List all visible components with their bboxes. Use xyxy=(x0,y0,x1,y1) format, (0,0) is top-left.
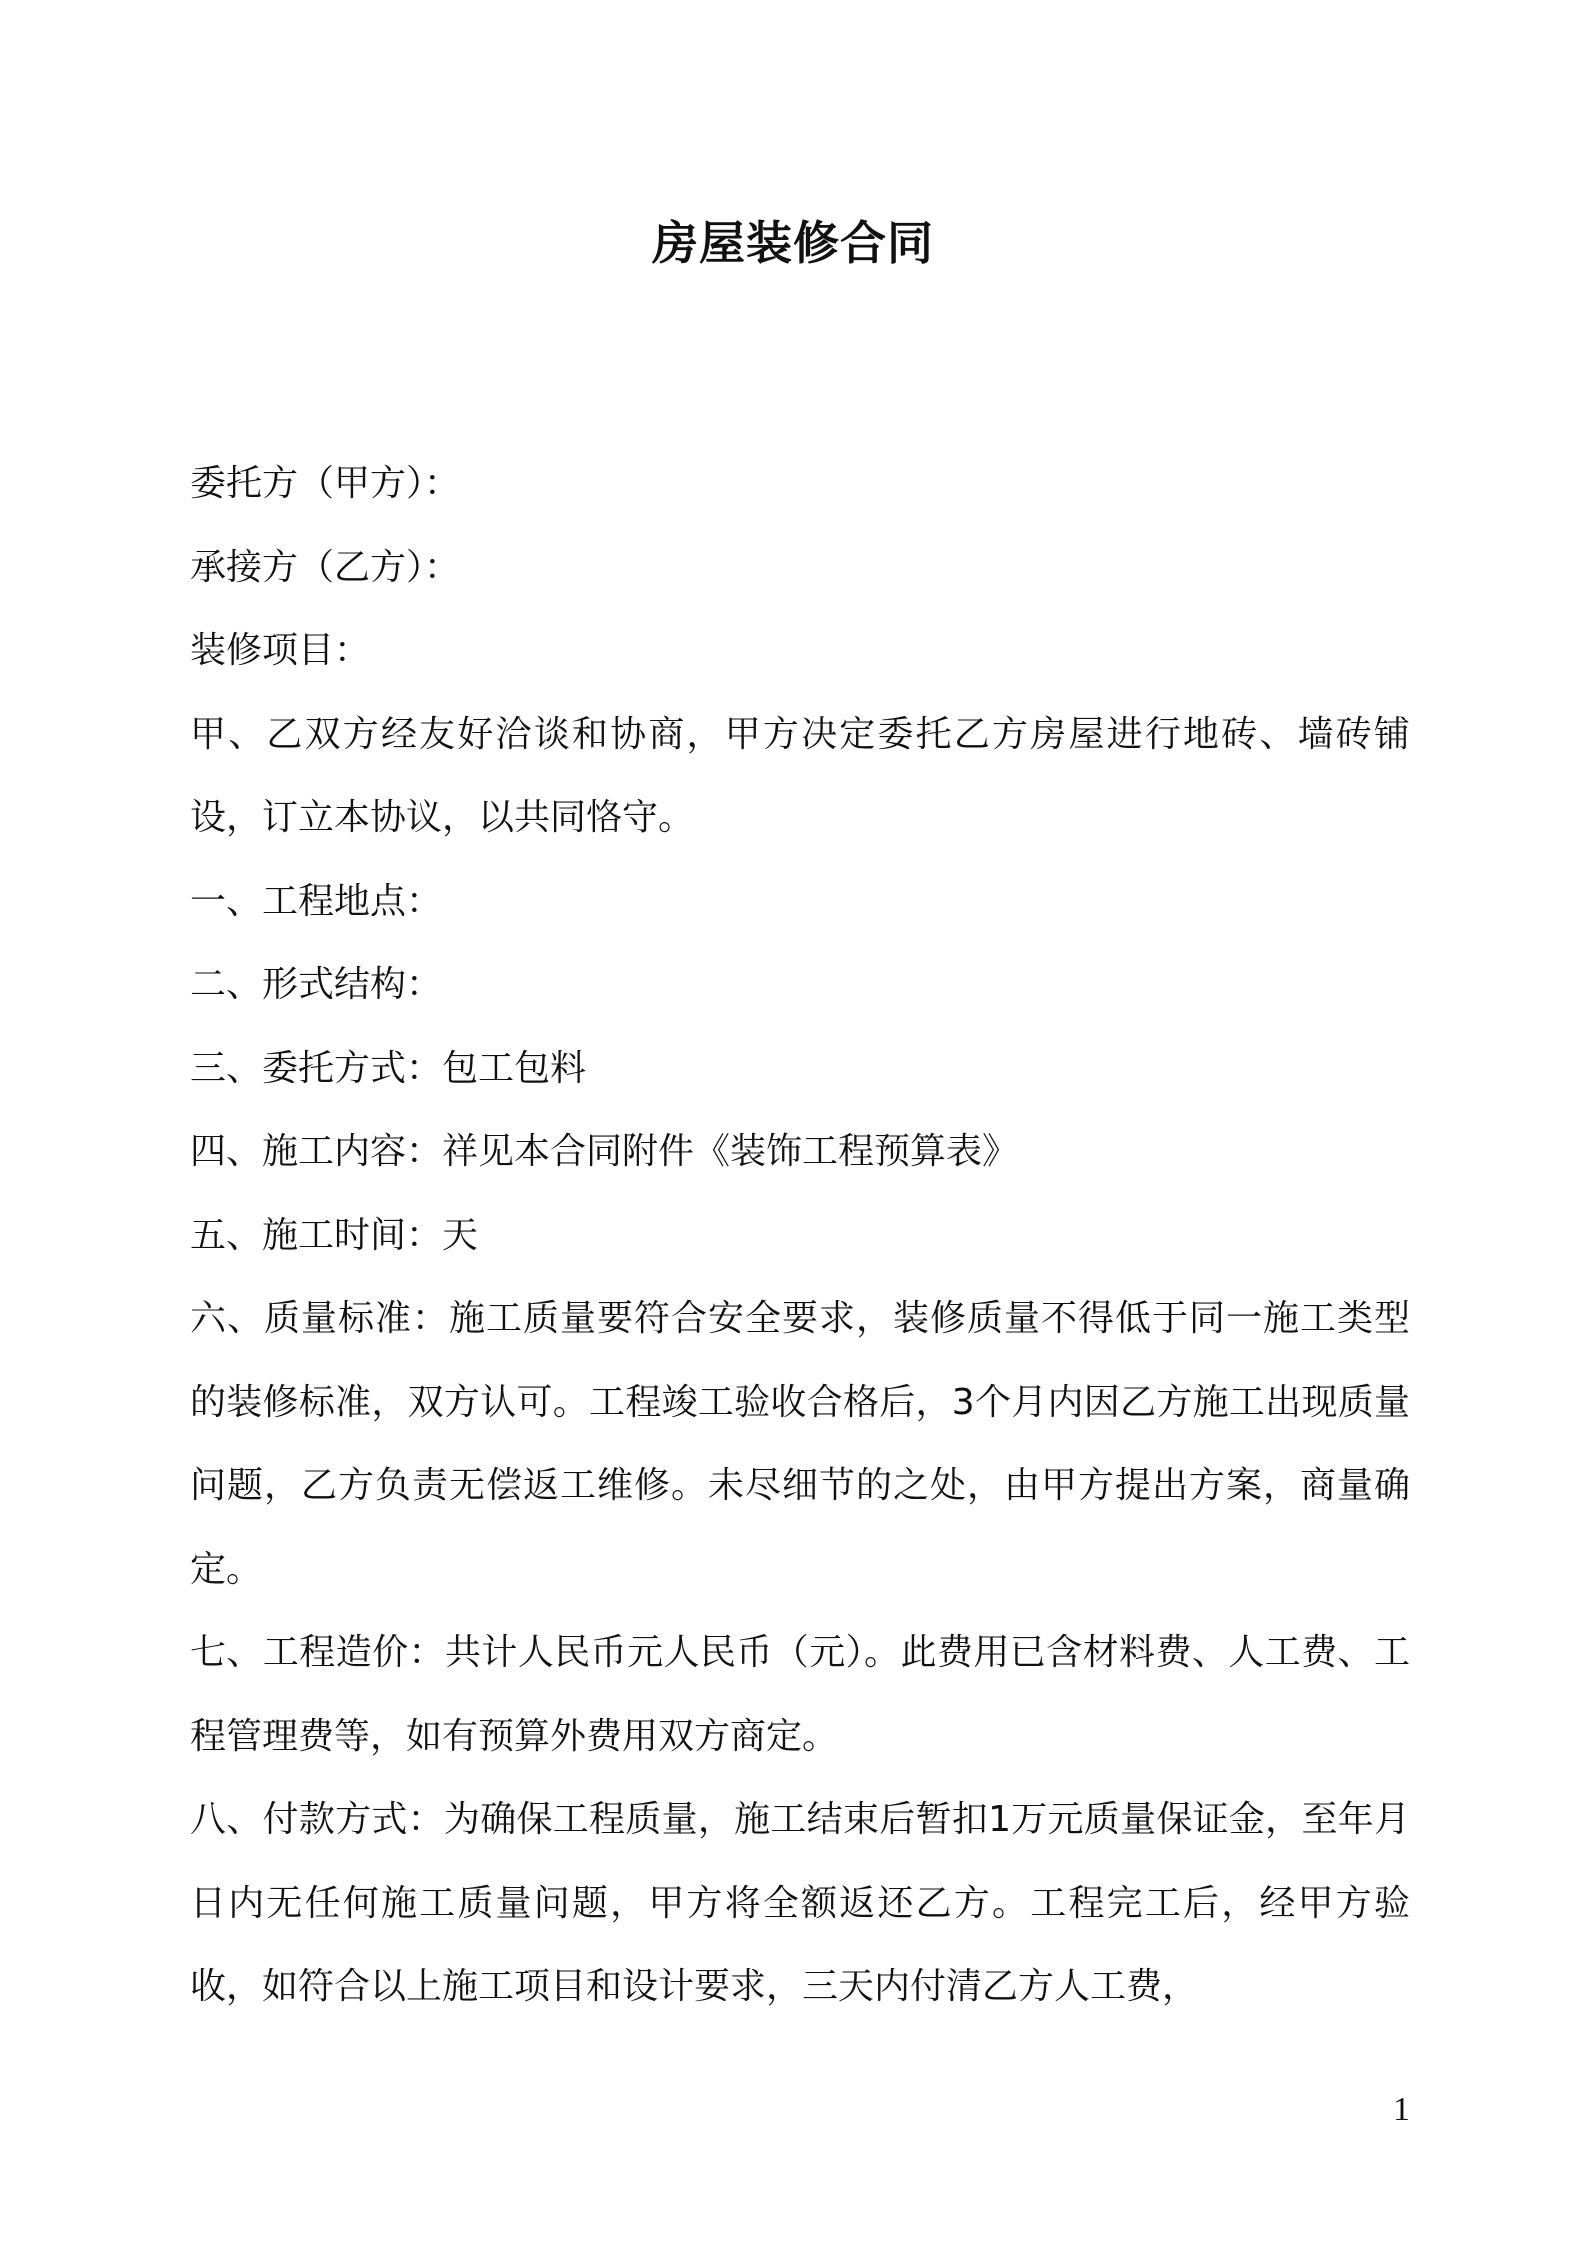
clause-construction-content: 四、施工内容：祥见本合同附件《装饰工程预算表》 xyxy=(190,1131,1019,1172)
document-title: 房屋装修合同 xyxy=(652,216,934,270)
intro-paragraph: 甲、乙双方经友好洽谈和协商，甲方决定委托乙方房屋进行地砖、墙砖铺设，订立本协议，以共同恪守。 xyxy=(190,713,1410,838)
project-line: 装修项目： xyxy=(190,630,371,671)
contract-body xyxy=(190,442,1410,2029)
party-a-line: 委托方（甲方）： xyxy=(190,463,461,504)
clause-structure: 二、形式结构： xyxy=(190,964,443,1005)
clause-construction-time: 五、施工时间：天 xyxy=(190,1214,479,1256)
clause-location: 一、工程地点： xyxy=(190,880,443,922)
party-b-line: 承接方（乙方）： xyxy=(190,546,461,588)
page-number: 1 xyxy=(1393,2091,1410,2128)
clause-commission-method: 三、委托方式：包工包料 xyxy=(190,1047,587,1089)
clause-quality-standard: 六、质量标准：施工质量要符合安全要求，装修质量不得低于同一施工类型的装修标准，双方认可。工程竣工验收合格后，3个月内因乙方施工出现质量问题，乙方负责无偿返工维修。未尽细节的之处，由甲方提出方案，商量确定。 xyxy=(190,1298,1410,1590)
clause-payment-method: 八、付款方式：为确保工程质量，施工结束后暂扣1万元质量保证金，至年月日内无任何施工质量问题，甲方将全额返还乙方。工程完工后，经甲方验收，如符合以上施工项目和设计要求，三天内付清乙方人工费， xyxy=(190,1799,1410,2007)
clause-project-cost: 七、工程造价：共计人民币元人民币（元）。此费用已含材料费、人工费、工程管理费等，如有预算外费用双方商定。 xyxy=(190,1632,1410,1757)
